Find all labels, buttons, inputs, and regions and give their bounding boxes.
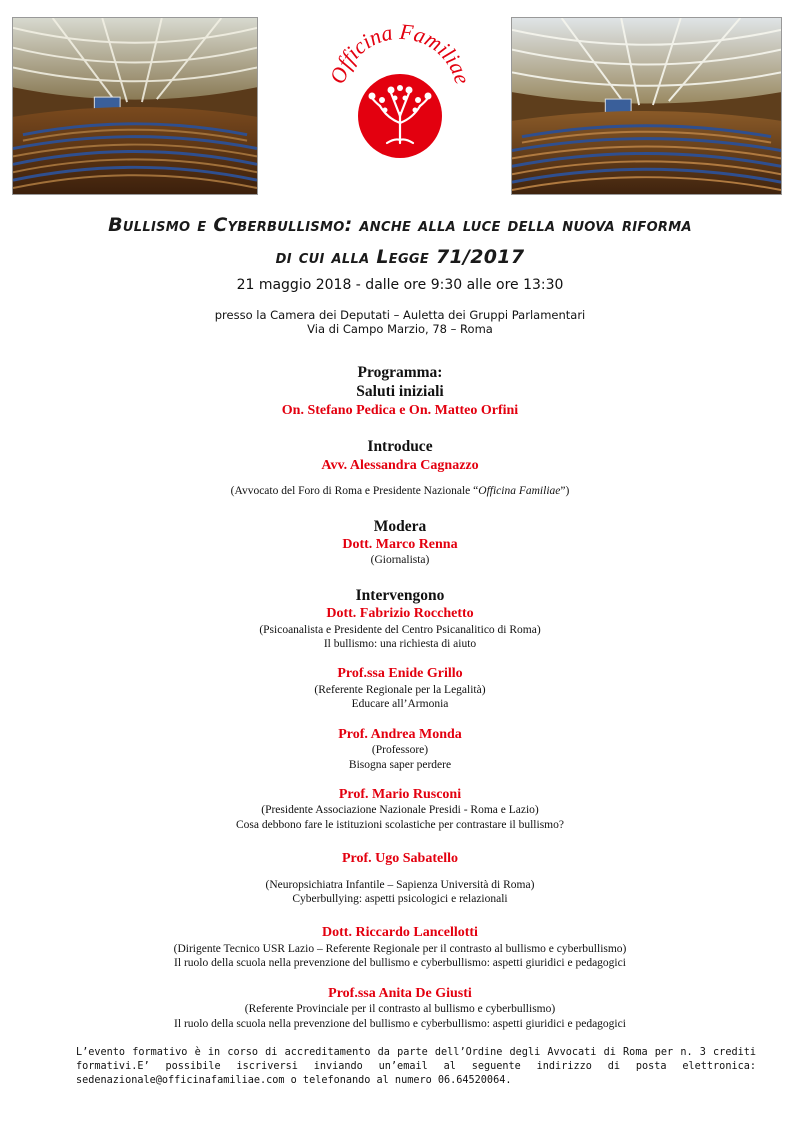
speaker-name: Dott. Riccardo Lancellotti	[322, 925, 478, 941]
event-title-line-1: Bullismo e Cyberbullismo: anche alla luce della nuova riforma	[108, 214, 692, 236]
auditorium-photo-left	[12, 17, 258, 195]
intervengono-label: Intervengono	[355, 586, 445, 604]
modera-label: Modera	[373, 517, 427, 535]
venue-line-1: presso la Camera dei Deputati – Auletta dei Gruppi Parlamentari	[214, 308, 586, 322]
speaker-role: (Presidente Associazione Nazionale Presidi - Roma e Lazio)	[261, 804, 539, 817]
speaker-topic: Il ruolo della scuola nella prevenzione del bullismo e cyberbullismo: aspetti giuridici e pedagogici	[174, 1017, 626, 1030]
speaker-topic: Cosa debbono fare le istituzioni scolastiche per contrastare il bullismo?	[236, 818, 564, 831]
speaker-role: (Psicoanalista e Presidente del Centro Psicanalitico di Roma)	[259, 623, 541, 636]
saluti-label: Saluti iniziali	[356, 383, 444, 401]
accreditation-footer: L’evento formativo è in corso di accreditamento da parte dell’Ordine degli Avvocati di Roma per n. 3 crediti formativi.E’ possibile iscriversi inviando un’email al seguente indirizzo di posta elettronica: sedenazionale@officinafamiliae.com o telefonando al numero 06.64520064.	[76, 1047, 756, 1086]
speaker-topic: Il ruolo della scuola nella prevenzione del bullismo e cyberbullismo: aspetti giuridici e pedagogici	[174, 957, 626, 970]
speaker-role: (Neuropsichiatra Infantile – Sapienza Università di Roma)	[265, 878, 535, 891]
speaker-topic: Cyberbullying: aspetti psicologici e relazionali	[292, 893, 508, 905]
introduce-speaker: Avv. Alessandra Cagnazzo	[321, 457, 479, 473]
speaker-name: Dott. Fabrizio Rocchetto	[326, 606, 474, 622]
speaker-topic: Educare all’Armonia	[351, 698, 449, 711]
logo-text: Officina Familiae	[325, 18, 475, 87]
introduce-role: (Avvocato del Foro di Roma e Presidente Nazionale “Officina Familiae”)	[230, 485, 570, 498]
auditorium-photo-right	[511, 17, 782, 195]
event-date: 21 maggio 2018 - dalle ore 9:30 alle ore 13:30	[236, 277, 564, 293]
speaker-name: Prof.ssa Anita De Giusti	[328, 985, 472, 1001]
modera-role: (Giornalista)	[370, 554, 430, 567]
speaker-topic: Bisogna saper perdere	[348, 758, 452, 771]
speaker-name: Prof.ssa Enide Grillo	[337, 666, 463, 682]
venue-line-2: Via di Campo Marzio, 78 – Roma	[307, 322, 493, 336]
event-title-line-2: di cui alla Legge 71/2017	[275, 246, 525, 268]
modera-speaker: Dott. Marco Renna	[342, 536, 458, 552]
speaker-topic: Il bullismo: una richiesta di aiuto	[323, 638, 477, 650]
speaker-role: (Referente Regionale per la Legalità)	[314, 683, 486, 696]
speaker-role: (Referente Provinciale per il contrasto al bullismo e cyberbullismo)	[244, 1003, 556, 1016]
programme-heading: Programma:	[357, 364, 443, 381]
officina-familiae-logo	[325, 18, 475, 168]
speaker-name: Prof. Ugo Sabatello	[341, 851, 458, 867]
programme	[0, 363, 800, 1031]
speaker-name: Prof. Mario Rusconi	[338, 786, 462, 802]
introduce-label: Introduce	[367, 438, 433, 456]
speaker-role: (Dirigente Tecnico USR Lazio – Referente Regionale per il contrasto al bullismo e cyberbullismo)	[173, 942, 627, 955]
saluti-speakers: On. Stefano Pedica e On. Matteo Orfini	[281, 402, 519, 418]
speaker-role: (Professore)	[371, 744, 429, 757]
speaker-name: Prof. Andrea Monda	[338, 726, 462, 742]
